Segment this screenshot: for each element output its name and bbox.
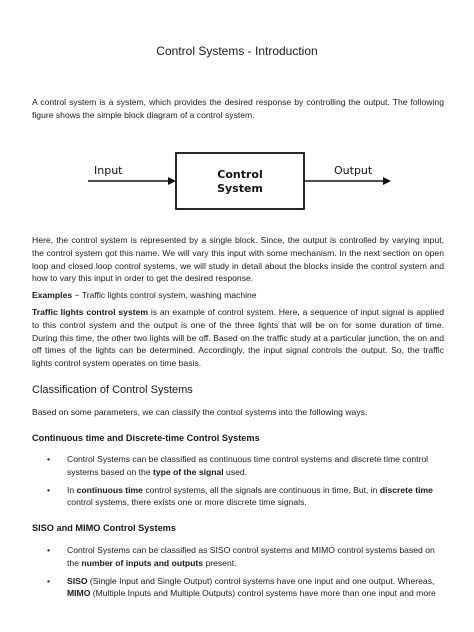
siso-heading: SISO and MIMO Control Systems — [32, 523, 176, 533]
bullet-icon: • — [47, 484, 51, 495]
list-bold: MIMO — [67, 588, 91, 599]
block-diagram — [84, 150, 394, 212]
description-paragraph: Here, the control system is represented by a single block. Since, the output is controlled by varying input, the control system got this name. We will vary this input with some mechanism. In the next section on open loop and closed loop control systems, we will study in detail about the blocks inside the control system and how to vary this input in order to get the desired response. — [32, 235, 444, 284]
siso-list — [32, 544, 444, 605]
list-text: (Single Input and Single Output) control systems have one input and one output. Whereas, — [87, 575, 435, 586]
intro-paragraph: A control system is a system, which provides the desired response by controlling the output. The following figure shows the simple block diagram of a control system. — [32, 97, 444, 120]
block-label-line1: Control — [217, 168, 263, 181]
list-item — [32, 453, 444, 479]
examples-text: − Traffic lights control system, washing machine — [72, 290, 257, 300]
classification-heading: Classification of Control Systems — [32, 384, 193, 396]
list-bold: type of the signal — [152, 466, 224, 477]
list-bold: continuous time — [76, 484, 143, 495]
bullet-icon: • — [47, 454, 51, 464]
list-text: present. — [203, 557, 237, 568]
list-text: control systems, there exists one or more discrete time signals. — [67, 497, 307, 508]
list-text: In — [67, 484, 77, 495]
classification-intro: Based on some parameters, we can classify the control systems into the following ways. — [32, 407, 368, 417]
examples-paragraph — [32, 289, 444, 302]
control-system-block — [176, 153, 304, 209]
list-bold: discrete time — [379, 484, 433, 495]
bullet-icon: • — [47, 545, 51, 555]
block-label-line2: System — [217, 182, 263, 195]
list-text: control systems, all the signals are continuous in time. But, in — [142, 484, 380, 495]
diagram-output-label: Output — [334, 164, 373, 177]
output-arrow-head — [383, 177, 391, 185]
continuous-heading: Continuous time and Discrete-time Control Systems — [32, 433, 260, 443]
page-title: Control Systems - Introduction — [156, 44, 318, 58]
list-text: Control Systems can be classified as continuous time control systems and discrete time control systems based on the — [67, 454, 429, 477]
list-text: used. — [223, 466, 248, 477]
bullet-icon: • — [47, 575, 51, 586]
traffic-paragraph — [32, 306, 444, 370]
diagram-input-label: Input — [94, 164, 123, 177]
list-item — [32, 544, 444, 570]
traffic-text: is an example of control system. Here, a sequence of input signal is applied to this control system and the output is one of the three lights that will be on for some duration of time. During this time, the other two lights will be off. Based on the traffic study at a particular junction, the on and off times of the lights can be determined. Accordingly, the input signal controls the output. So, the traffic lights control system operates on time basis. — [32, 307, 444, 369]
list-item — [32, 484, 444, 510]
traffic-bold: Traffic lights control system — [32, 307, 149, 317]
list-text: (Multiple Inputs and Multiple Outputs) control systems have more than one input and more — [90, 588, 436, 599]
list-bold: number of inputs and outputs — [81, 557, 204, 568]
continuous-list — [32, 453, 444, 514]
examples-label: Examples — [32, 290, 73, 300]
list-text: Control Systems can be classified as SISO control systems and MIMO control systems based on the — [67, 545, 435, 568]
list-item — [32, 575, 444, 601]
list-bold: SISO — [67, 575, 88, 586]
input-arrow-head — [168, 177, 176, 185]
